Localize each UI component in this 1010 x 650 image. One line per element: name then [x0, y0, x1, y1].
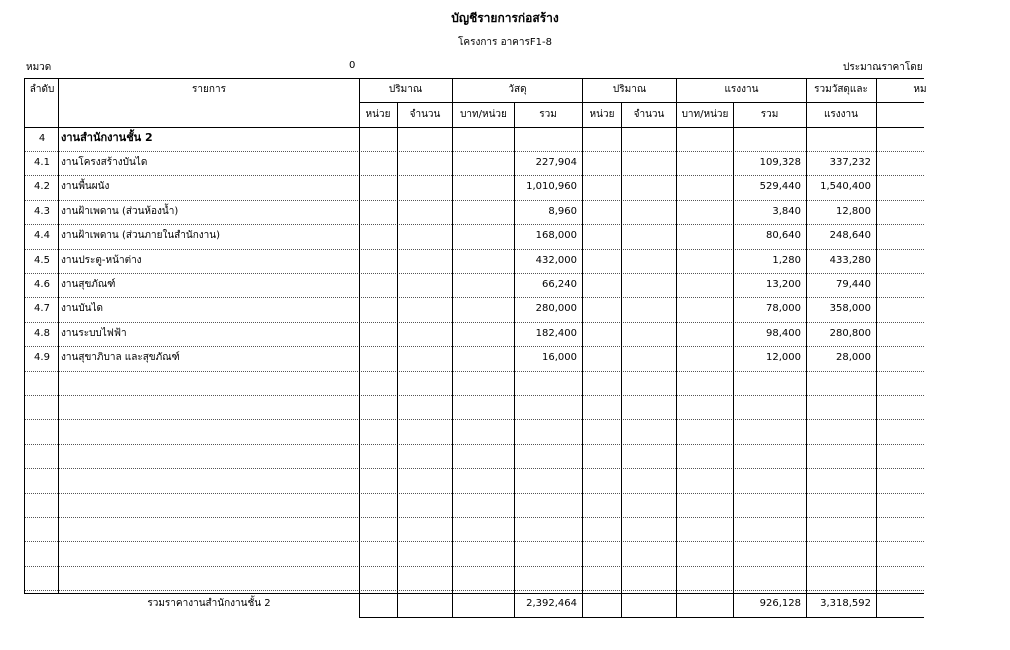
grid-line — [24, 566, 924, 567]
grid-line — [24, 273, 924, 274]
row-material-sum: 432,000 — [535, 254, 577, 266]
row-total: 12,800 — [836, 205, 871, 217]
row-no: 4.2 — [34, 181, 50, 193]
header-unit: หน่วย — [365, 109, 391, 120]
row-total: 248,640 — [829, 230, 871, 242]
row-item: งานฝ้าเพดาน (ส่วนห้องน้ำ) — [61, 205, 179, 217]
category-value: 0 — [349, 60, 356, 71]
grid-line — [733, 102, 734, 617]
row-labor-sum: 3,840 — [772, 205, 801, 217]
footer-material-sum: 2,392,464 — [526, 598, 577, 609]
row-total: 337,232 — [829, 157, 871, 168]
row-item: งานสุขภัณฑ์ — [61, 279, 116, 290]
row-labor-sum: 529,440 — [759, 181, 801, 193]
row-labor-sum: 98,400 — [766, 327, 801, 339]
grid-line — [24, 541, 924, 542]
header-price-per-unit-2: บาท/หน่วย — [681, 109, 729, 120]
grid-line — [24, 419, 924, 420]
row-no: 4.1 — [34, 157, 50, 168]
row-item: งานสุขาภิบาล และสุขภัณฑ์ — [61, 352, 180, 364]
row-no: 4.3 — [34, 205, 50, 217]
row-material-sum: 182,400 — [535, 327, 577, 339]
grid-line — [24, 249, 924, 250]
grid-line — [514, 102, 515, 617]
grid-line — [582, 78, 583, 617]
grid-line — [806, 78, 807, 617]
grid-line — [24, 444, 924, 445]
grid-line — [24, 127, 924, 128]
header-amount-2: จำนวน — [633, 109, 665, 120]
row-labor-sum: 13,200 — [766, 279, 801, 290]
header-labor-sum: รวม — [760, 109, 779, 120]
header-quantity-2: ปริมาณ — [612, 84, 647, 95]
header-price-per-unit: บาท/หน่วย — [460, 109, 507, 120]
footer-total: 3,318,592 — [820, 598, 871, 609]
row-material-sum: 168,000 — [535, 230, 577, 242]
row-material-sum: 280,000 — [535, 303, 577, 315]
row-total: 28,000 — [836, 352, 871, 364]
grid-line — [24, 590, 924, 591]
row-no: 4.9 — [34, 352, 50, 364]
row-total: 79,440 — [836, 279, 871, 290]
grid-line — [24, 493, 924, 494]
row-material-sum: 227,904 — [535, 157, 577, 168]
footer-label: รวมราคางานสำนักงานชั้น 2 — [147, 598, 271, 609]
grid-line — [24, 517, 924, 518]
grid-line — [24, 395, 924, 396]
row-no: 4.8 — [34, 327, 50, 339]
header-quantity: ปริมาณ — [388, 84, 423, 95]
row-total: 358,000 — [829, 303, 871, 315]
grid-line — [359, 78, 360, 617]
grid-line — [24, 346, 924, 347]
grid-line — [359, 102, 924, 103]
grid-line — [24, 322, 924, 323]
row-labor-sum: 80,640 — [766, 230, 801, 242]
grid-line — [58, 78, 59, 593]
header-item: รายการ — [192, 84, 226, 95]
header-material-sum: รวม — [539, 109, 557, 120]
grid-line — [24, 468, 924, 469]
grid-line — [24, 593, 924, 594]
row-total: 280,800 — [829, 327, 871, 339]
row-item: งานฝ้าเพดาน (ส่วนภายในสำนักงาน) — [61, 230, 221, 242]
row-item: งานโครงสร้างบันได — [61, 157, 148, 168]
header-total-line2: แรงงาน — [823, 109, 859, 120]
grid-line — [24, 224, 924, 225]
section-title: งานสำนักงานชั้น 2 — [61, 131, 153, 144]
row-material-sum: 1,010,960 — [526, 181, 577, 193]
row-material-sum: 66,240 — [542, 279, 577, 290]
project-name: โครงการ อาคารF1-8 — [458, 37, 552, 48]
row-labor-sum: 78,000 — [766, 303, 801, 315]
grid-line — [24, 371, 924, 372]
row-total: 1,540,400 — [820, 181, 871, 193]
header-unit-2: หน่วย — [589, 109, 615, 120]
grid-line — [397, 102, 398, 617]
row-no: 4.4 — [34, 230, 50, 242]
row-material-sum: 16,000 — [542, 352, 577, 364]
page-title: บัญชีรายการก่อสร้าง — [451, 11, 559, 25]
grid-line — [676, 78, 677, 617]
footer-labor-sum: 926,128 — [759, 598, 801, 609]
header-labor: แรงงาน — [724, 84, 759, 95]
row-item: งานพื้นผนัง — [61, 181, 110, 193]
row-item: งานประตู-หน้าต่าง — [61, 254, 142, 266]
grid-line — [621, 102, 622, 617]
grid-line — [24, 151, 924, 152]
row-no: 4.6 — [34, 279, 50, 290]
header-no: ลำดับ — [29, 84, 55, 95]
row-no: 4.5 — [34, 254, 50, 266]
section-no: 4 — [38, 133, 46, 144]
grid-line — [24, 175, 924, 176]
grid-line — [24, 200, 924, 201]
grid-line — [24, 297, 924, 298]
row-item: งานระบบไฟฟ้า — [61, 327, 127, 339]
grid-line — [876, 78, 877, 617]
header-last: หม — [913, 84, 927, 95]
category-label: หมวด — [26, 62, 52, 73]
row-item: งานบันได — [61, 303, 104, 315]
grid-line — [24, 78, 924, 79]
row-total: 433,280 — [829, 254, 871, 266]
grid-line — [359, 617, 924, 618]
header-amount: จำนวน — [409, 109, 441, 120]
header-total-line1: รวมวัสดุและ — [814, 84, 868, 95]
row-labor-sum: 1,280 — [772, 254, 801, 266]
grid-line — [452, 78, 453, 617]
row-labor-sum: 12,000 — [766, 352, 801, 364]
grid-line — [24, 78, 25, 593]
row-labor-sum: 109,328 — [759, 157, 801, 168]
header-material: วัสดุ — [508, 84, 527, 95]
estimate-label: ประมาณราคาโดย — [843, 62, 923, 73]
row-no: 4.7 — [34, 303, 50, 315]
row-material-sum: 8,960 — [548, 205, 577, 217]
